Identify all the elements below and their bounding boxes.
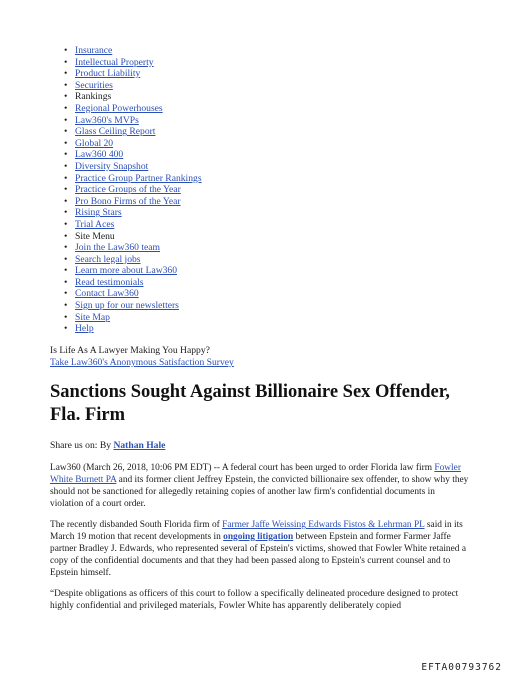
survey-question: Is Life As A Lawyer Making You Happy? (50, 345, 210, 356)
article-paragraph-1 (50, 463, 470, 511)
menu-item (62, 91, 202, 103)
menu-item[interactable] (62, 265, 202, 277)
menu-item[interactable] (62, 149, 202, 161)
menu-link[interactable]: Law360's MVPs (75, 114, 139, 126)
menu-item[interactable] (62, 57, 202, 69)
menu-item[interactable] (62, 184, 202, 196)
author-link[interactable]: Nathan Hale (113, 440, 166, 451)
p1-text-a: Law360 (March 26, 2018, 10:06 PM EDT) -- A federal court has been urged to order Florida law firm (50, 463, 433, 473)
share-byline (50, 440, 165, 452)
article-title: Sanctions Sought Against Billionaire Sex Offender, Fla. Firm (50, 382, 450, 425)
menu-item[interactable] (62, 138, 202, 150)
menu-link[interactable]: Practice Groups of the Year (75, 184, 181, 196)
menu-item[interactable] (62, 68, 202, 80)
menu-item[interactable] (62, 300, 202, 312)
ongoing-litigation-link[interactable]: ongoing litigation (223, 531, 294, 542)
menu-item[interactable] (62, 161, 202, 173)
menu-link[interactable]: Securities (75, 79, 113, 91)
menu-item[interactable] (62, 115, 202, 127)
menu-link[interactable]: Search legal jobs (75, 253, 141, 265)
menu-item[interactable] (62, 242, 202, 254)
fowler-white-link[interactable]: Fowler White Burnett PA (50, 463, 461, 485)
menu-link[interactable]: Learn more about Law360 (75, 265, 178, 277)
p1-text-b: and its former client Jeffrey Epstein, the convicted billionaire sex offender, to show why they should not be sanctioned for allegedly retaining copies of another law firm's confidential documents in violation of a court order. (50, 474, 469, 509)
menu-item[interactable] (62, 103, 202, 115)
menu-link[interactable]: Help (75, 323, 94, 335)
p2-text-b: said in its March 19 motion that recent developments in (50, 520, 463, 542)
menu-link[interactable]: Global 20 (75, 137, 114, 149)
menu-link[interactable]: Read testimonials (75, 276, 144, 288)
menu-item[interactable] (62, 312, 202, 324)
share-prefix: Share us on: By (50, 440, 112, 451)
menu-link[interactable]: Pro Bono Firms of the Year (75, 195, 181, 207)
article-paragraph-3: “Despite obligations as officers of this court to follow a specifically delineated procedure designed to protect highly confidential and privileged materials, Fowler White has apparently deliberately copied (50, 589, 459, 611)
menu-link[interactable]: Trial Aces (75, 218, 115, 230)
menu-item[interactable] (62, 277, 202, 289)
menu-item[interactable] (62, 254, 202, 266)
menu-link[interactable]: Rising Stars (75, 207, 122, 219)
menu-link[interactable]: Regional Powerhouses (75, 102, 163, 114)
menu-link[interactable]: Contact Law360 (75, 288, 139, 300)
menu-link[interactable]: Insurance (75, 45, 113, 56)
menu-link[interactable]: Join the Law360 team (75, 242, 160, 254)
p2-text-c: between Epstein and former Farmer Jaffe partner Bradley J. Edwards, who represented several of Epstein's victims, showed that Fowler White retained a copy of the confidential documents and that they had been passed along to Epstein's current counsel and to Epstein himself. (50, 531, 466, 578)
menu-section-label: Rankings (75, 91, 112, 103)
survey-block (50, 345, 234, 369)
menu-link[interactable]: Intellectual Property (75, 56, 154, 68)
menu-item[interactable] (62, 323, 202, 335)
menu-item[interactable] (62, 126, 202, 138)
menu-link[interactable]: Glass Ceiling Report (75, 126, 156, 138)
menu-item[interactable] (62, 219, 202, 231)
menu-link[interactable]: Site Map (75, 311, 110, 323)
menu-item[interactable] (62, 196, 202, 208)
menu-item[interactable] (62, 45, 202, 57)
survey-link[interactable]: Take Law360's Anonymous Satisfaction Survey (50, 357, 234, 368)
document-id-stamp: EFTA00793762 (421, 662, 502, 673)
menu-item[interactable] (62, 288, 202, 300)
menu-link[interactable]: Sign up for our newsletters (75, 300, 179, 312)
menu-link[interactable]: Law360 400 (75, 149, 124, 161)
menu-link[interactable]: Practice Group Partner Rankings (75, 172, 202, 184)
menu-link[interactable]: Diversity Snapshot (75, 160, 149, 172)
menu-item[interactable] (62, 173, 202, 185)
menu-section-label: Site Menu (75, 230, 115, 242)
site-navigation-list (62, 45, 202, 335)
article-paragraph-2 (50, 520, 470, 580)
menu-item (62, 231, 202, 243)
menu-item[interactable] (62, 207, 202, 219)
menu-link[interactable]: Product Liability (75, 68, 141, 80)
p2-text-a: The recently disbanded South Florida firm of (50, 520, 220, 530)
farmer-jaffe-link[interactable]: Farmer Jaffe Weissing Edwards Fistos & Lehrman PL (222, 520, 425, 530)
menu-item[interactable] (62, 80, 202, 92)
